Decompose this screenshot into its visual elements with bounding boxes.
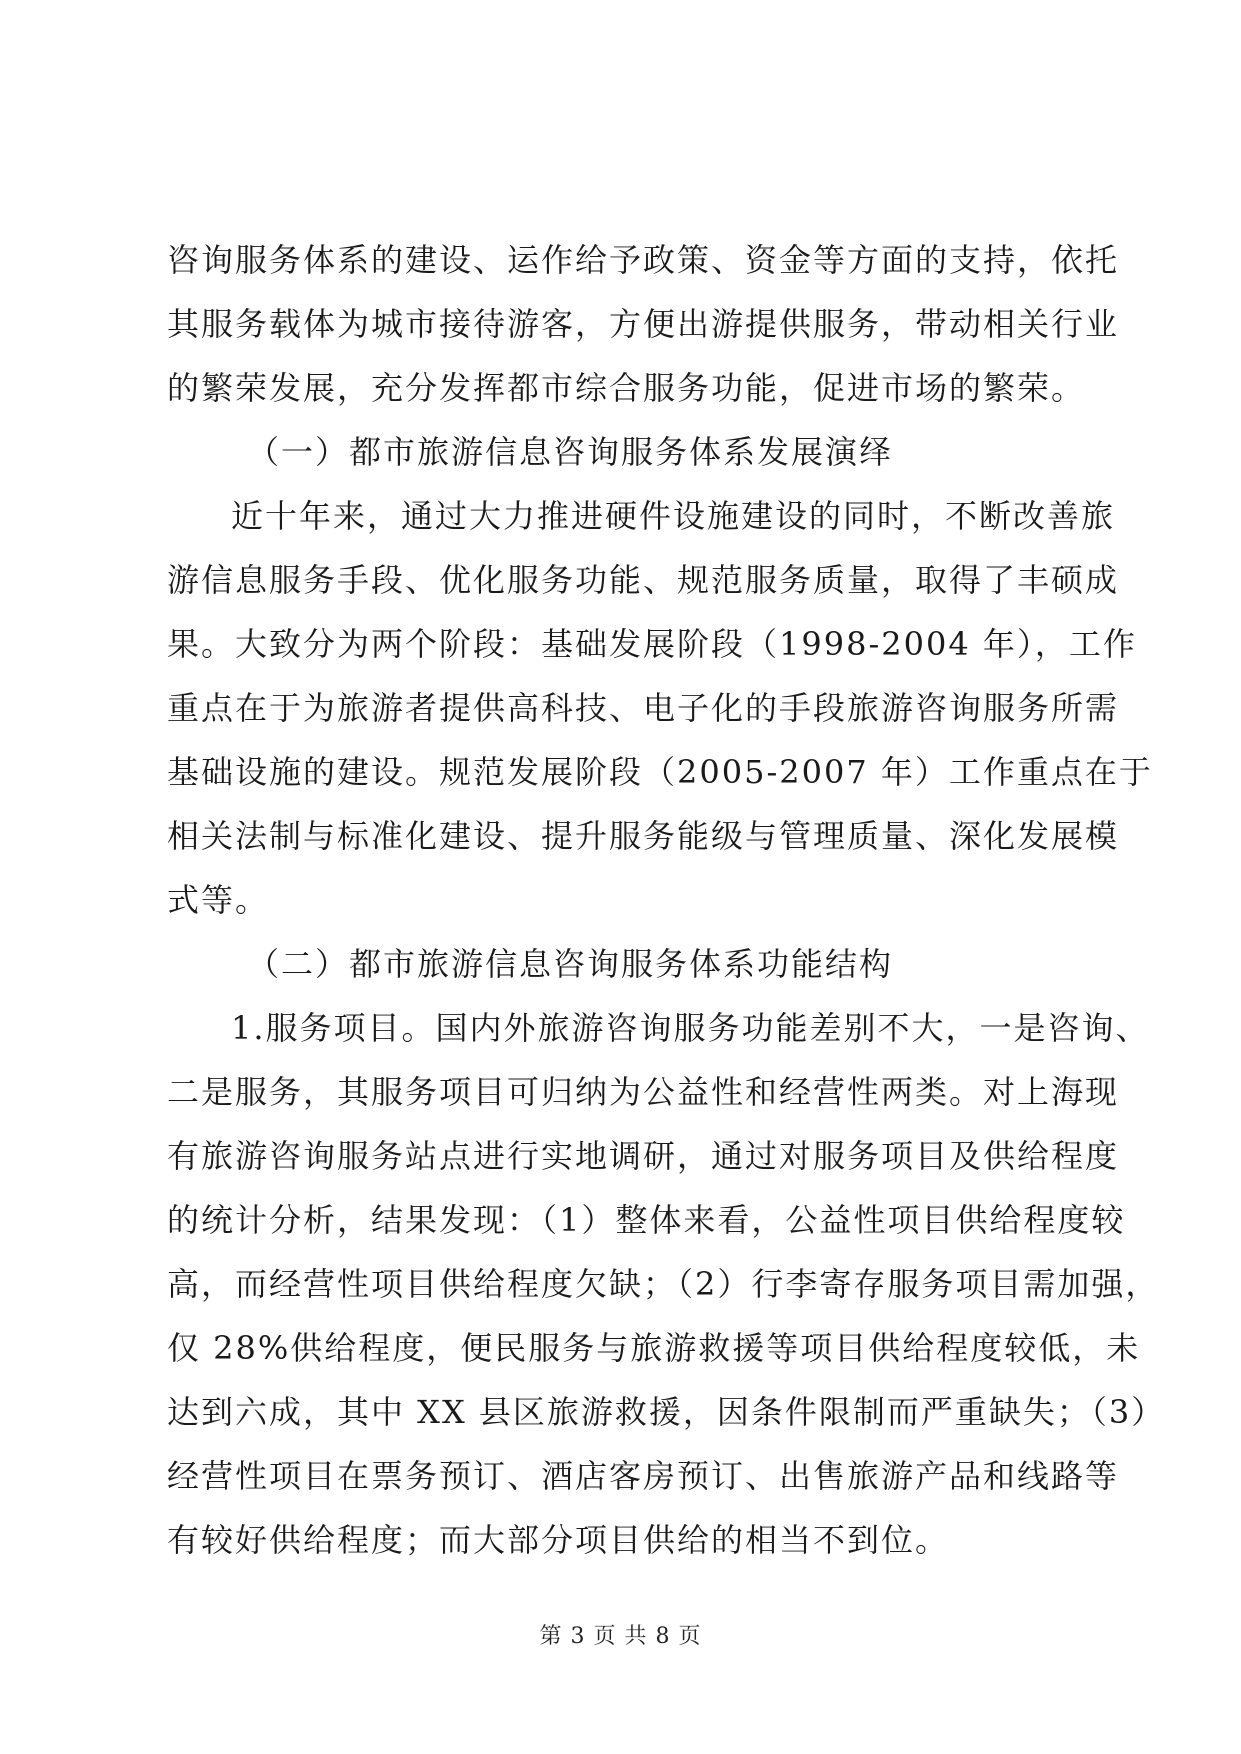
body-line: 的繁荣发展，充分发挥都市综合服务功能，促进市场的繁荣。 [167, 369, 1086, 407]
body-line: 基础设施的建设。规范发展阶段（2005-2007 年）工作重点在于 [167, 753, 1153, 791]
document-body [167, 228, 1166, 1572]
body-line: 1.服务项目。国内外旅游咨询服务功能差别不大，一是咨询、 [231, 1009, 1150, 1047]
body-line: 游信息服务手段、优化服务功能、规范服务质量，取得了丰硕成 [167, 561, 1120, 599]
body-line: 的统计分析，结果发现：（1）整体来看，公益性项目供给程度较 [167, 1201, 1126, 1239]
body-line: 其服务载体为城市接待游客，方便出游提供服务，带动相关行业 [167, 305, 1120, 343]
body-line: 仅 28%供给程度，便民服务与旅游救援等项目供给程度较低，未 [167, 1329, 1141, 1367]
page-number: 第 3 页 共 8 页 [539, 1624, 702, 1649]
body-line: 近十年来，通过大力推进硬件设施建设的同时，不断改善旅 [231, 497, 1116, 535]
body-line: 重点在于为旅游者提供高科技、电子化的手段旅游咨询服务所需 [167, 689, 1120, 727]
body-line: 经营性项目在票务预订、酒店客房预订、出售旅游产品和线路等 [167, 1457, 1120, 1495]
section-heading: （二）都市旅游信息咨询服务体系功能结构 [247, 945, 894, 983]
body-line: 果。大致分为两个阶段：基础发展阶段（1998-2004 年），工作 [167, 625, 1137, 663]
body-line: 有旅游咨询服务站点进行实地调研，通过对服务项目及供给程度 [167, 1137, 1120, 1175]
body-line: 高，而经营性项目供给程度欠缺；（2）行李寄存服务项目需加强， [167, 1265, 1160, 1303]
body-line: 咨询服务体系的建设、运作给予政策、资金等方面的支持，依托 [167, 241, 1120, 279]
body-line: 相关法制与标准化建设、提升服务能级与管理质量、深化发展模 [167, 817, 1120, 855]
body-line: 式等。 [167, 881, 270, 919]
body-line: 二是服务，其服务项目可归纳为公益性和经营性两类。对上海现 [167, 1073, 1120, 1111]
body-line: 有较好供给程度；而大部分项目供给的相当不到位。 [167, 1521, 950, 1559]
body-line: 达到六成，其中 XX 县区旅游救援，因条件限制而严重缺失；（3） [167, 1393, 1166, 1431]
section-heading: （一）都市旅游信息咨询服务体系发展演绎 [247, 433, 894, 471]
